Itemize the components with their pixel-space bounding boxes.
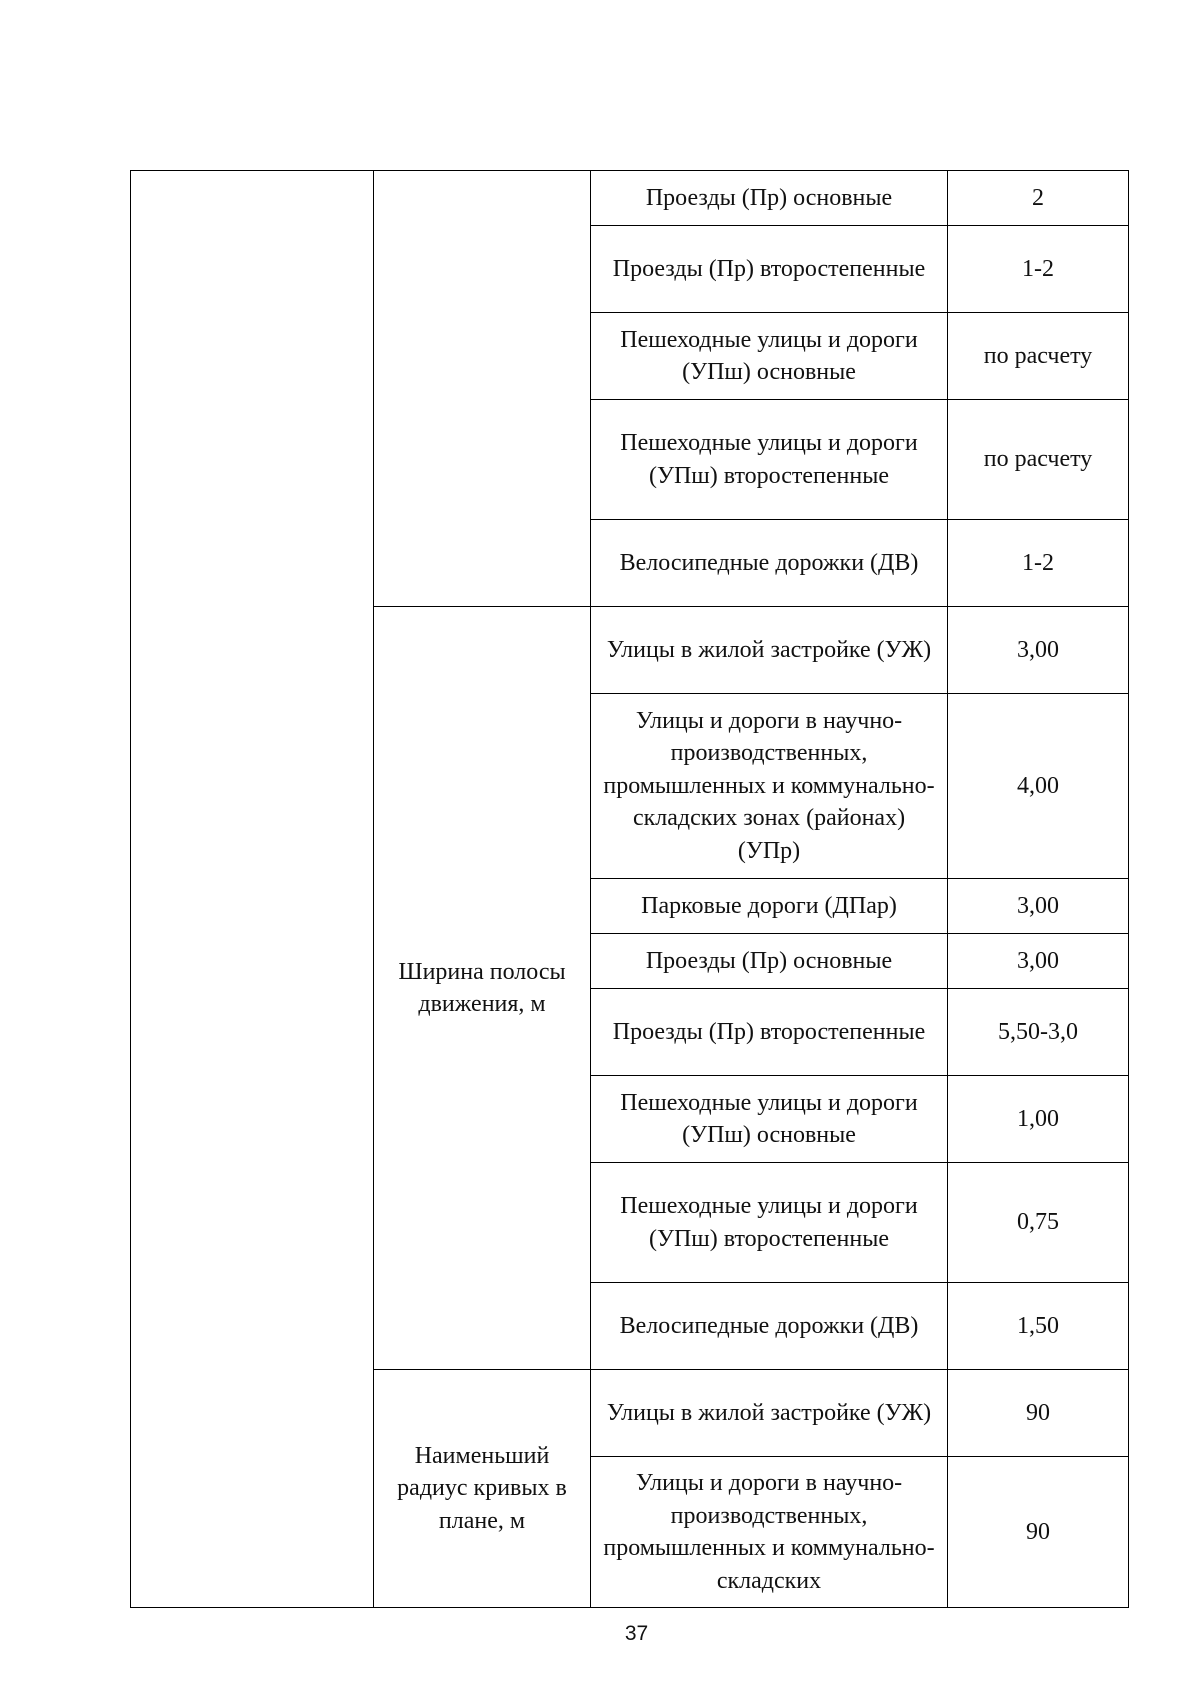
group1-label-cell (374, 171, 591, 607)
value-cell: 1-2 (948, 226, 1129, 313)
road-type-cell: Проезды (Пр) второстепенные (591, 226, 948, 313)
road-type-cell: Пешеходные улицы и дороги (УПш) основные (591, 313, 948, 400)
value-cell: 3,00 (948, 607, 1129, 694)
road-type-cell: Пешеходные улицы и дороги (УПш) основные (591, 1076, 948, 1163)
value-cell: 1,00 (948, 1076, 1129, 1163)
road-type-cell: Проезды (Пр) второстепенные (591, 989, 948, 1076)
value-cell: 3,00 (948, 934, 1129, 989)
value-cell: 2 (948, 171, 1129, 226)
road-type-cell: Пешеходные улицы и дороги (УПш) второстепенные (591, 1163, 948, 1283)
value-cell: 4,00 (948, 694, 1129, 879)
road-type-cell: Велосипедные дорожки (ДВ) (591, 520, 948, 607)
group2-label-cell: Ширина полосы движения, м (374, 607, 591, 1370)
value-cell: по расчету (948, 313, 1129, 400)
road-type-cell: Велосипедные дорожки (ДВ) (591, 1283, 948, 1370)
road-type-cell: Проезды (Пр) основные (591, 934, 948, 989)
value-cell: 1,50 (948, 1283, 1129, 1370)
road-type-cell: Улицы и дороги в научно-производственных, промышленных и коммунально-складских (591, 1457, 948, 1608)
road-type-cell: Улицы и дороги в научно-производственных, промышленных и коммунально-складских зонах (районах) (УПр) (591, 694, 948, 879)
group3-label-cell: Наименьший радиус кривых в плане, м (374, 1370, 591, 1608)
value-cell: 0,75 (948, 1163, 1129, 1283)
value-cell: 3,00 (948, 879, 1129, 934)
value-cell: 90 (948, 1457, 1129, 1608)
value-cell: 1-2 (948, 520, 1129, 607)
road-type-cell: Пешеходные улицы и дороги (УПш) второстепенные (591, 400, 948, 520)
parameters-table (130, 170, 1129, 1608)
value-cell: 90 (948, 1370, 1129, 1457)
page-number: 37 (624, 1622, 649, 1645)
blank-first-column (131, 171, 374, 1608)
road-type-cell: Парковые дороги (ДПар) (591, 879, 948, 934)
value-cell: 5,50-3,0 (948, 989, 1129, 1076)
value-cell: по расчету (948, 400, 1129, 520)
road-type-cell: Проезды (Пр) основные (591, 171, 948, 226)
road-type-cell: Улицы в жилой застройке (УЖ) (591, 607, 948, 694)
road-type-cell: Улицы в жилой застройке (УЖ) (591, 1370, 948, 1457)
table-row (131, 171, 1129, 226)
